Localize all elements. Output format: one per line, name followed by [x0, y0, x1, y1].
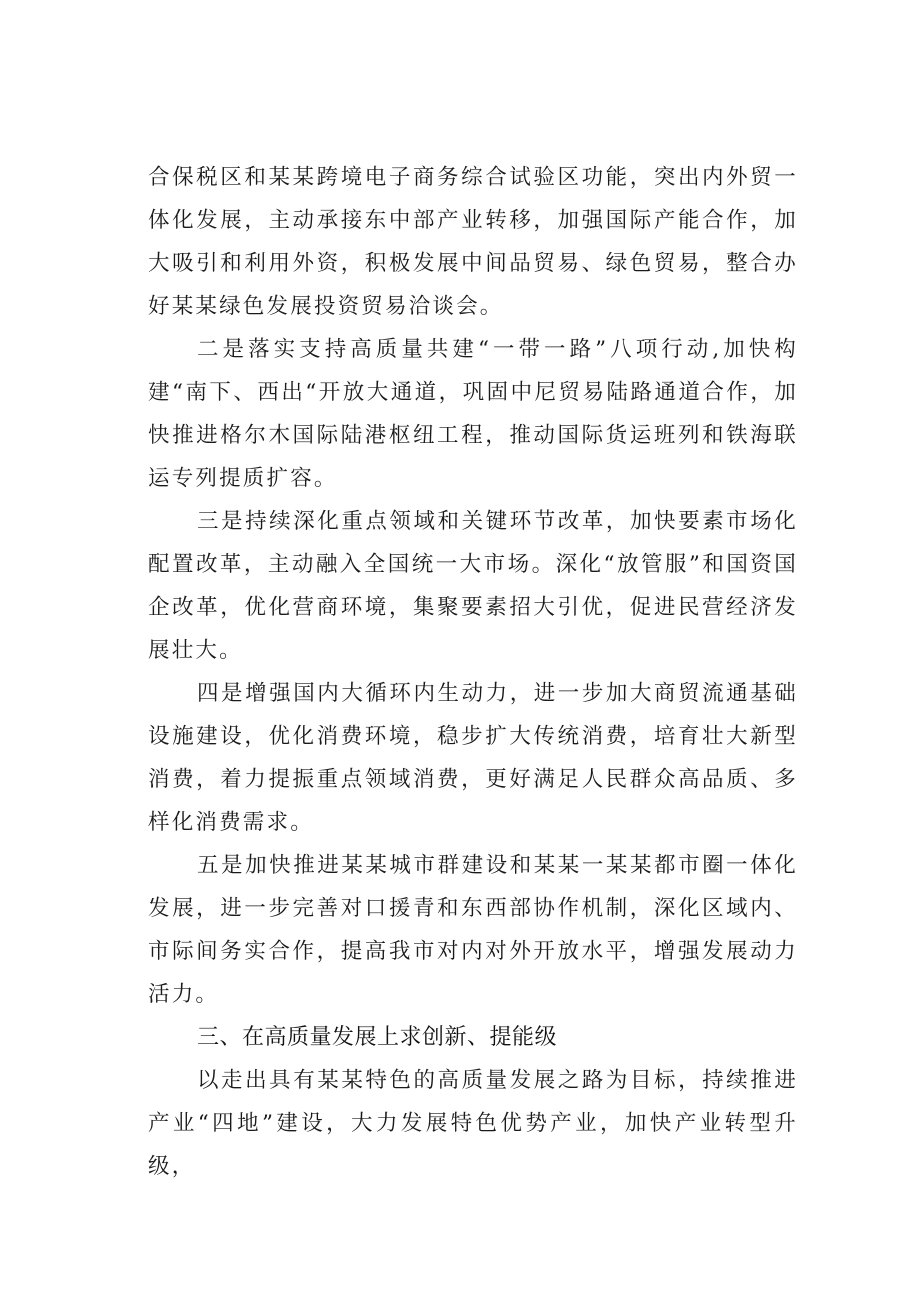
- paragraph-five: 五是加快推进某某城市群建设和某某一某某都市圈一体化发展，进一步完善对口援青和东西部协作机制，深化区域内、市际间务实合作，提高我市对内对外开放水平，增强发展动力活力。: [148, 853, 798, 1007]
- paragraph-continuation: 合保税区和某某跨境电子商务综合试验区功能，突出内外贸一体化发展，主动承接东中部产业转移，加强国际产能合作，加大吸引和利用外资，积极发展中间品贸易、绿色贸易，整合办好某某绿色发展投资贸易洽谈会。: [148, 165, 798, 319]
- paragraph-section-intro: 以走出具有某某特色的高质量发展之路为目标，持续推进产业“四地”建设，大力发展特色优势产业，加快产业转型升级，: [148, 1068, 798, 1179]
- paragraph-two: 二是落实支持高质量共建“一带一路”八项行动,加快构建“南下、西出“开放大通道，巩固中尼贸易陆路通道合作，加快推进格尔木国际陆港枢纽工程，推动国际货运班列和铁海联运专列提质扩容。: [148, 337, 798, 491]
- section-heading: 三、在高质量发展上求创新、提能级: [197, 1025, 558, 1050]
- document-body: [148, 156, 798, 1188]
- paragraph-four: 四是增强国内大循环内生动力，进一步加大商贸流通基础设施建设，优化消费环境，稳步扩大传统消费，培育壮大新型消费，着力提振重点领域消费，更好满足人民群众高品质、多样化消费需求。: [148, 681, 798, 835]
- paragraph-three: 三是持续深化重点领域和关键环节改革，加快要素市场化配置改革，主动融入全国统一大市场。深化“放管服”和国资国企改革，优化营商环境，集聚要素招大引优，促进民营经济发展壮大。: [148, 509, 798, 663]
